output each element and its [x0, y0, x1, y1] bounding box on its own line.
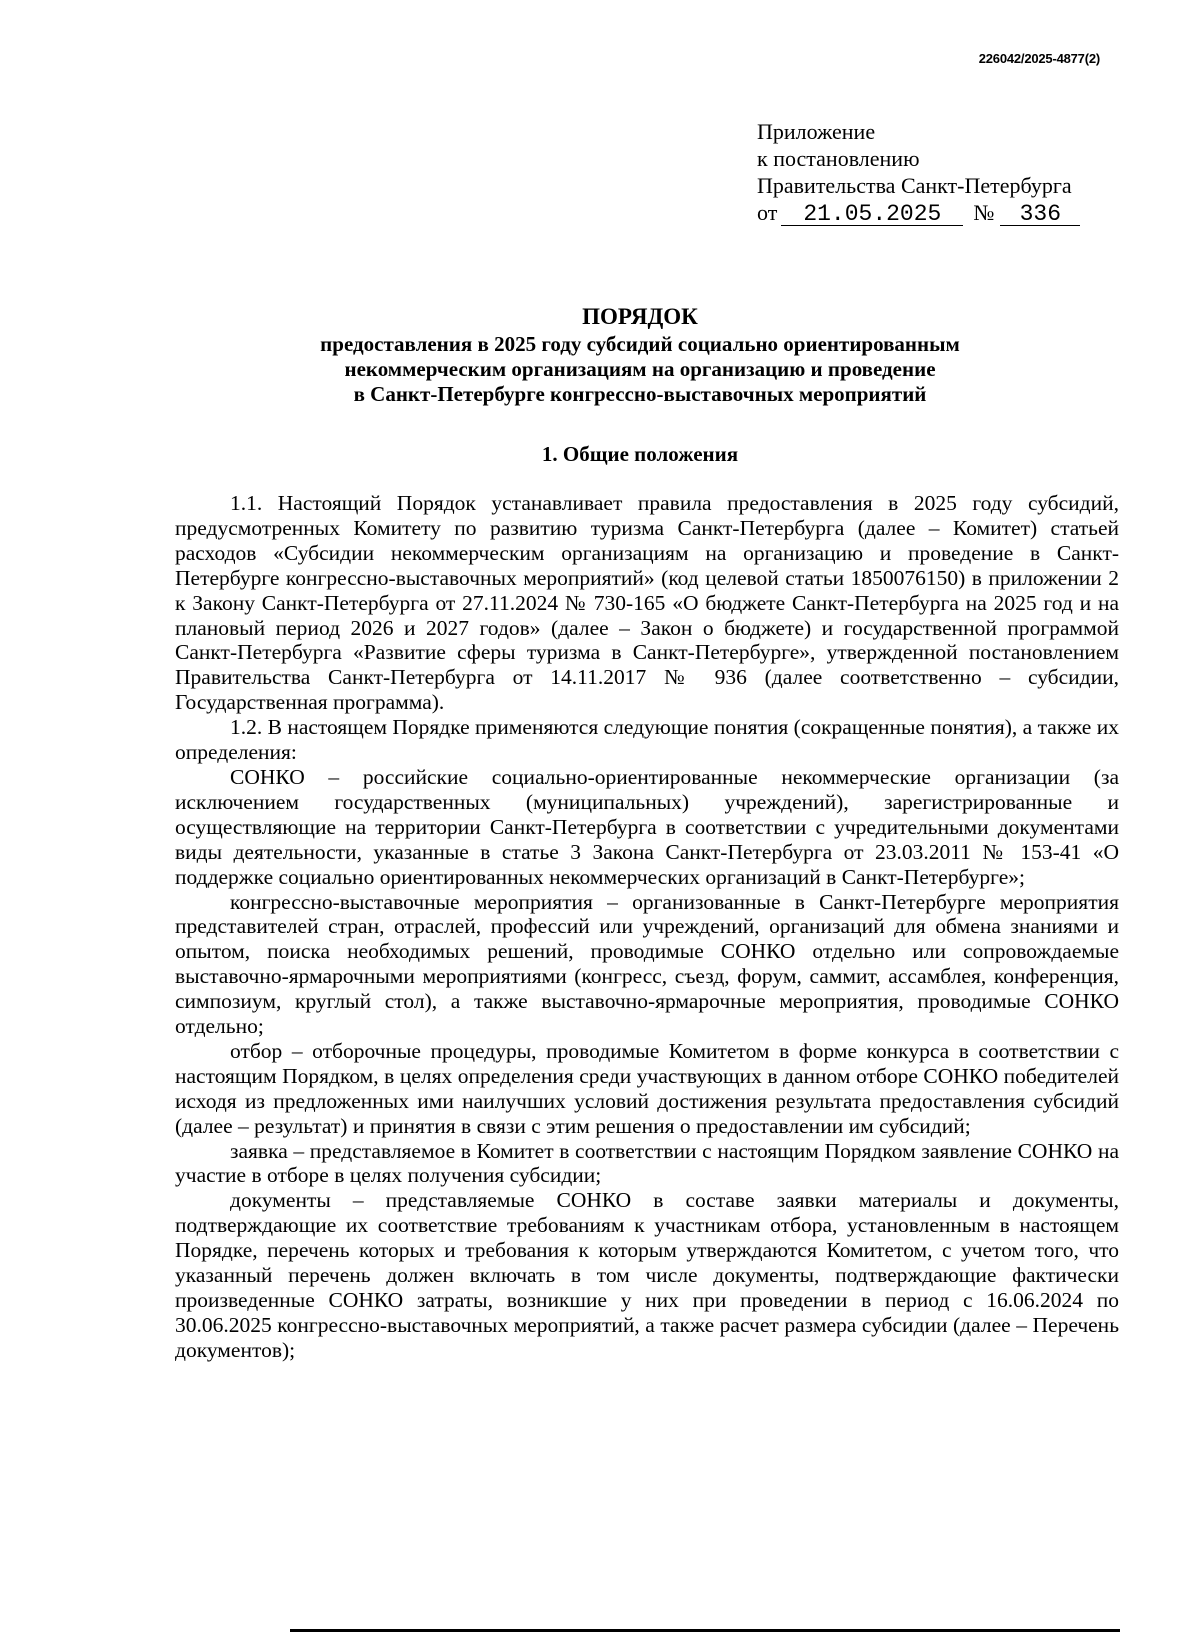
number-sign: №: [973, 200, 995, 225]
definition-congress-events: конгрессно-выставочные мероприятия – организованные в Санкт-Петербурге мероприятия представителей стран, отраслей, профессий или учреждений, организаций для обмена знаниями и опытом, поиска необходимых решений, проводимые СОНКО отдельно или сопровождаемые выставочно-ярмарочными мероприятиями (конгресс, съезд, форум, саммит, ассамблея, конференция, симпозиум, круглый стол), а также выставочно-ярмарочные мероприятия, проводимые СОНКО отдельно;: [175, 889, 1119, 1039]
page-bottom-divider: [290, 1629, 1120, 1632]
document-registration-number: 226042/2025-4877(2): [978, 51, 1100, 66]
appendix-line-2: к постановлению: [757, 146, 920, 171]
appendix-line-1: Приложение: [757, 119, 876, 144]
definition-sonko: СОНКО – российские социально-ориентированные некоммерческие организации (за исключением государственных (муниципальных) учреждений), зарегистрированные и осуществляющие на территории Санкт-Петербурга в соответствии с учредительными документами виды деятельности, указанные в статье 3 Закона Санкт-Петербурга от 23.03.2011 № 153-41 «О поддержке социально ориентированных некоммерческих организаций в Санкт-Петербурге»;: [175, 764, 1119, 889]
section-heading: 1. Общие положения: [541, 442, 739, 466]
document-title: ПОРЯДОК: [582, 304, 698, 329]
resolution-date: 21.05.2025: [781, 203, 963, 226]
appendix-header: [757, 118, 1080, 226]
document-subtitle-line-2: некоммерческим организациям на организацию и проведение: [344, 357, 936, 381]
appendix-line-3: Правительства Санкт-Петербурга: [757, 173, 1072, 198]
appendix-date-line: [757, 199, 1080, 226]
document-title-block: [170, 302, 1110, 407]
definition-selection: отбор – отборочные процедуры, проводимые Комитетом в форме конкурса в соответствии с настоящим Порядком, в целях определения среди участвующих в данном отборе СОНКО победителей исходя из предложенных ими наилучших условий достижения результата предоставления субсидий (далее – результат) и принятия в связи с этим решения о предоставлении им субсидий;: [175, 1038, 1119, 1138]
definition-application: заявка – представляемое в Комитет в соответствии с настоящим Порядком заявление СОНКО на участие в отборе в целях получения субсидии;: [175, 1138, 1119, 1188]
paragraph-1-1: 1.1. Настоящий Порядок устанавливает правила предоставления в 2025 году субсидий, предусмотренных Комитету по развитию туризма Санкт-Петербурга (далее – Комитет) статьей расходов «Субсидии некоммерческим организациям на организацию и проведение в Санкт-Петербурге конгрессно-выставочных мероприятий» (код целевой статьи 1850076150) в приложении 2 к Закону Санкт-Петербурга от 27.11.2024 № 730-165 «О бюджете Санкт-Петербурга на 2025 год и на плановый период 2026 и 2027 годов» (далее – Закон о бюджете) и государственной программой Санкт-Петербурга «Развитие сферы туризма в Санкт-Петербурге», утвержденной постановлением Правительства Санкт-Петербурга от 14.11.2017 № 936 (далее соответственно – субсидии, Государственная программа).: [175, 491, 1119, 715]
document-subtitle-line-3: в Санкт-Петербурге конгрессно-выставочных мероприятий: [353, 382, 927, 406]
date-prefix: от: [757, 200, 778, 225]
resolution-number: 336: [1000, 203, 1080, 226]
document-subtitle-line-1: предоставления в 2025 году субсидий социально ориентированным: [320, 332, 960, 356]
paragraph-1-2: 1.2. В настоящем Порядке применяются следующие понятия (сокращенные понятия), а также их определения:: [175, 715, 1119, 765]
document-body: [175, 491, 1119, 1363]
definition-documents: документы – представляемые СОНКО в составе заявки материалы и документы, подтверждающие их соответствие требованиям к участникам отбора, установленным в настоящем Порядке, перечень которых и требования к которым утверждаются Комитетом, с учетом того, что указанный перечень должен включать в том числе документы, подтверждающие фактически произведенные СОНКО затраты, возникшие у них при проведении в период с 16.06.2024 по 30.06.2025 конгрессно-выставочных мероприятий, а также расчет размера субсидии (далее – Перечень документов);: [175, 1188, 1119, 1362]
